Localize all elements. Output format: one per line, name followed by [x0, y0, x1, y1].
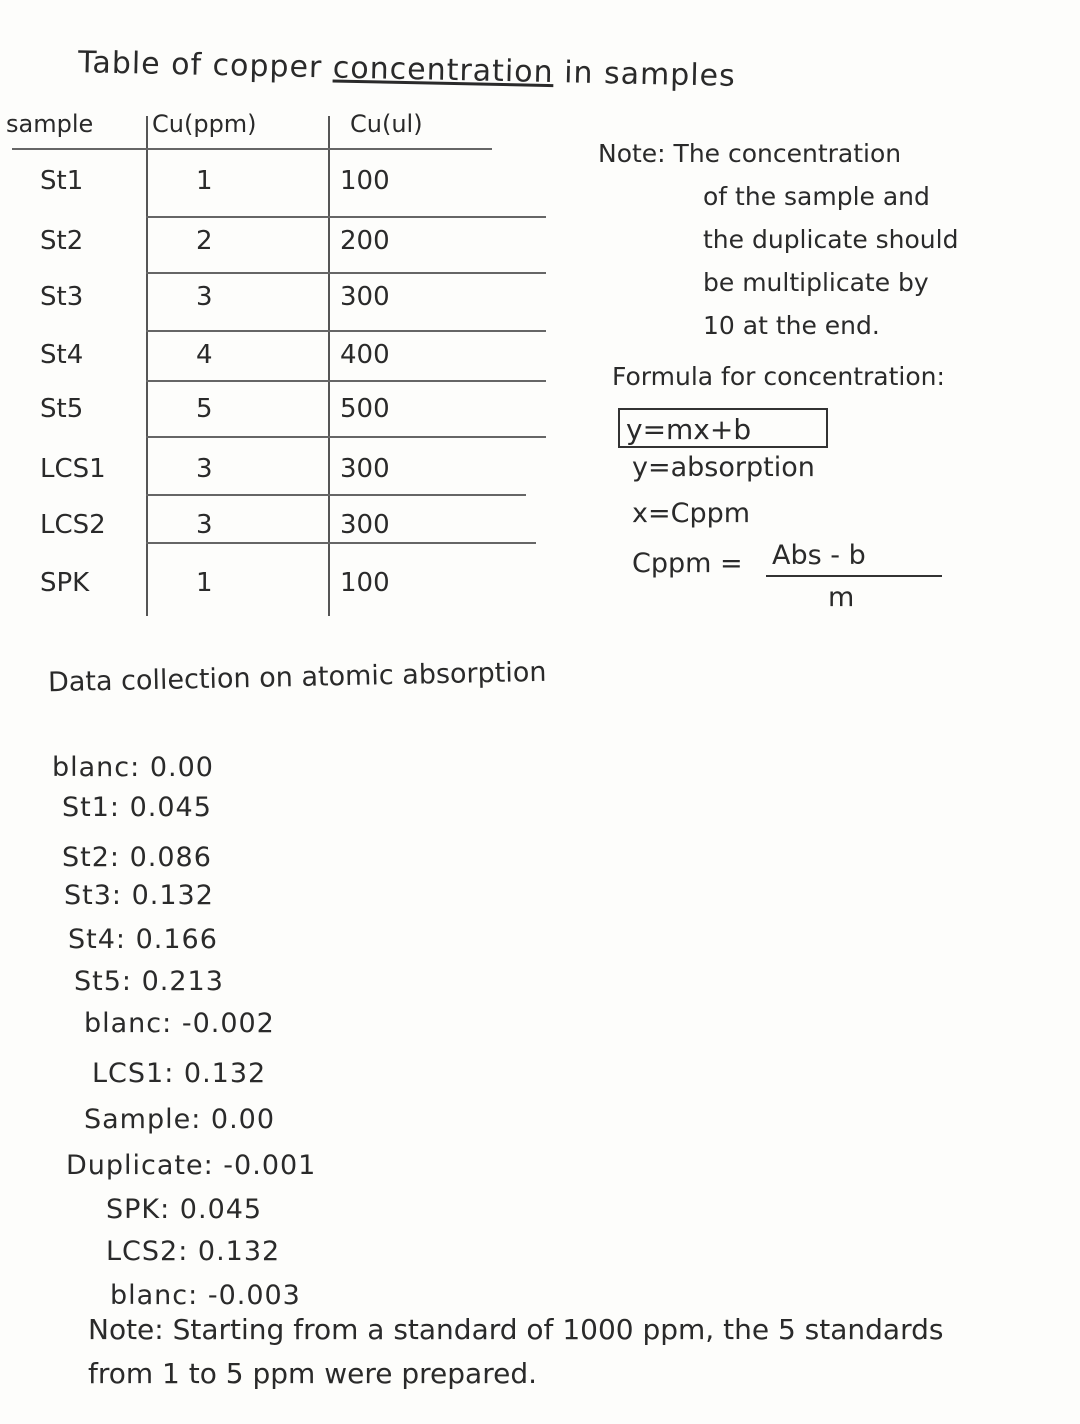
fraction-numerator: Abs - b [772, 540, 866, 571]
data-collection-title: Data collection on atomic absorption [47, 656, 547, 699]
table-header-cu-ppm: Cu(ppm) [152, 110, 257, 138]
data-reading: blanc: 0.00 [52, 752, 214, 783]
copper-table [0, 110, 560, 615]
table-cell: 5 [196, 394, 213, 424]
table-cell: 4 [196, 340, 213, 370]
note-line: be multiplicate by [703, 268, 929, 297]
data-reading: St5: 0.213 [74, 966, 224, 997]
data-reading: SPK: 0.045 [106, 1194, 263, 1225]
table-cell: 500 [340, 394, 390, 424]
table-cell: 300 [340, 510, 390, 540]
data-reading: LCS1: 0.132 [92, 1058, 267, 1089]
fraction-bar [766, 575, 942, 577]
table-cell: St5 [40, 394, 84, 424]
fraction-denominator: m [828, 582, 855, 613]
table-cell: 1 [196, 568, 213, 598]
note-line: 10 at the end. [703, 311, 880, 340]
table-cell: St3 [40, 282, 84, 312]
table-cell: 100 [340, 166, 390, 196]
data-reading: blanc: -0.002 [84, 1008, 275, 1039]
table-row [0, 158, 560, 212]
table-row-rule [146, 494, 526, 496]
cppm-lhs: Cppm = [632, 548, 743, 579]
table-cell: 300 [340, 454, 390, 484]
table-cell: 100 [340, 568, 390, 598]
table-row [0, 446, 560, 500]
table-row-rule [146, 380, 546, 382]
table-cell: LCS1 [40, 454, 106, 484]
data-reading: St3: 0.132 [64, 880, 214, 911]
table-cell: St2 [40, 226, 84, 256]
y-definition: y=absorption [632, 452, 815, 483]
multiplication-note [598, 132, 1068, 347]
table-cell: LCS2 [40, 510, 106, 540]
table-row [0, 560, 560, 614]
note-line: of the sample and [703, 182, 930, 211]
table-cell: 2 [196, 226, 213, 256]
data-reading: blanc: -0.003 [110, 1280, 301, 1311]
title-prefix: Table of copper [77, 45, 323, 86]
standards-note-line: from 1 to 5 ppm were prepared. [88, 1357, 537, 1390]
standards-note-line: Note: Starting from a standard of 1000 ppm, the 5 standards [88, 1313, 944, 1346]
data-reading: St2: 0.086 [62, 842, 212, 873]
title-underlined-word: concentration [332, 50, 554, 91]
title-suffix: in samples [563, 55, 737, 94]
table-cell: 3 [196, 510, 213, 540]
data-reading: Sample: 0.00 [84, 1104, 276, 1135]
table-row [0, 502, 560, 556]
table-row-rule [146, 542, 536, 544]
table-row [0, 332, 560, 386]
table-row-rule [146, 436, 546, 438]
table-header-cu-ul: Cu(ul) [350, 110, 423, 138]
table-header-rule [12, 148, 492, 150]
data-reading: St4: 0.166 [68, 924, 218, 955]
standards-note [88, 1308, 1078, 1396]
table-cell: St4 [40, 340, 84, 370]
data-reading: LCS2: 0.132 [106, 1236, 281, 1267]
table-cell: 1 [196, 166, 213, 196]
table-row [0, 274, 560, 328]
table-cell: 3 [196, 454, 213, 484]
note-line: the duplicate should [703, 225, 959, 254]
table-cell: 200 [340, 226, 390, 256]
table-cell: 400 [340, 340, 390, 370]
boxed-equation: y=mx+b [618, 408, 828, 448]
table-row [0, 386, 560, 440]
table-cell: 300 [340, 282, 390, 312]
table-cell: 3 [196, 282, 213, 312]
table-header-sample: sample [6, 110, 94, 138]
formula-title: Formula for concentration: [612, 362, 945, 391]
page-title [78, 45, 736, 94]
x-definition: x=Cppm [632, 498, 751, 529]
data-reading: St1: 0.045 [62, 792, 212, 823]
table-cell: SPK [40, 568, 90, 598]
data-reading: Duplicate: -0.001 [66, 1150, 317, 1181]
note-line: Note: The concentration [598, 139, 902, 168]
table-cell: St1 [40, 166, 84, 196]
table-row [0, 218, 560, 272]
